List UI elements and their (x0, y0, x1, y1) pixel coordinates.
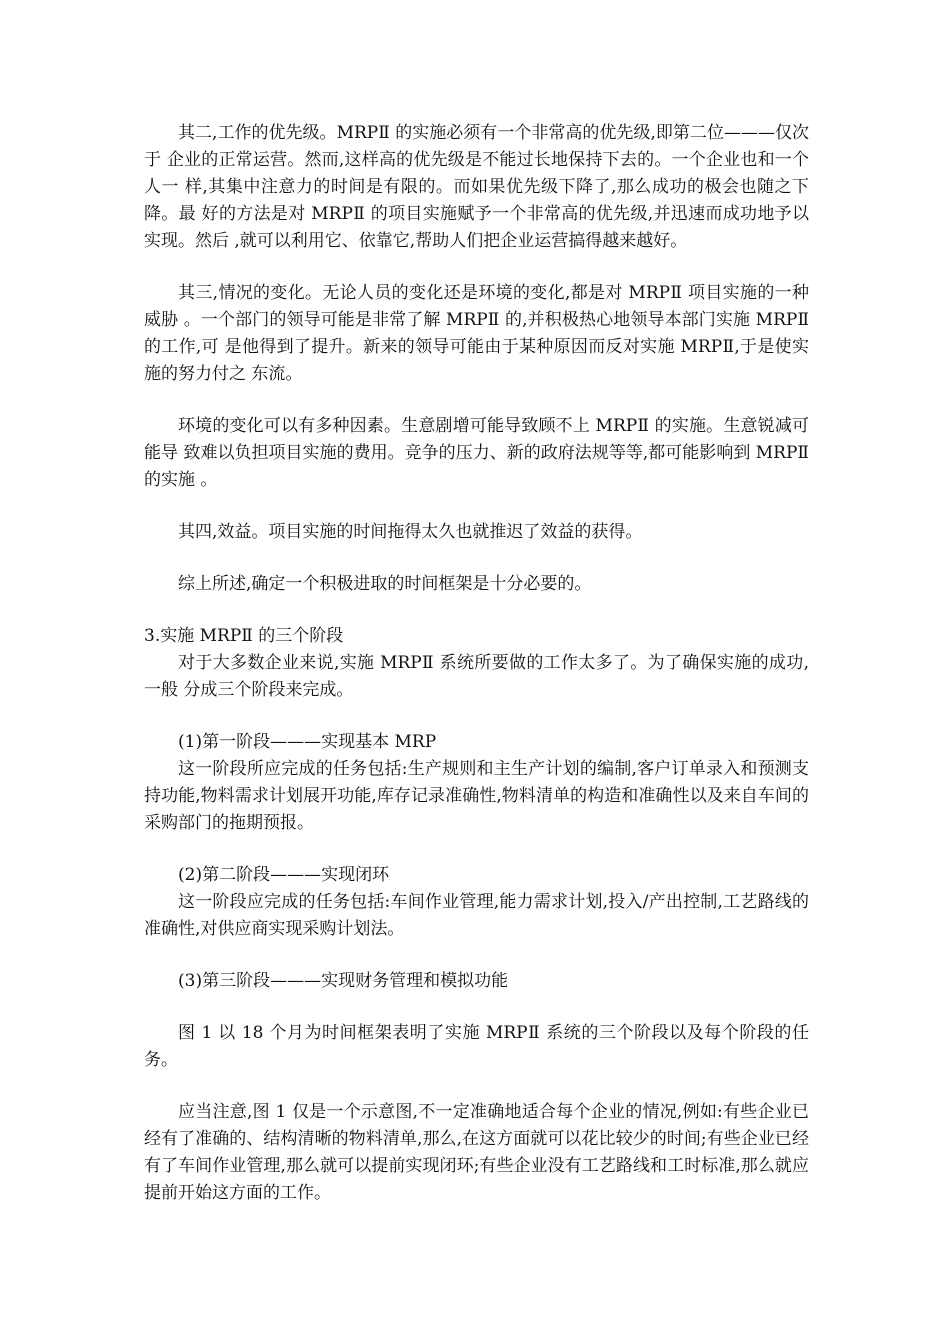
paragraph-benefit: 其四,效益。项目实施的时间拖得太久也就推迟了效益的获得。 (178, 522, 643, 542)
stage2-title: (2)第二阶段———实现闭环 (178, 865, 390, 885)
paragraph-three-stages: 对于大多数企业来说,实施 MRPⅡ 系统所要做的工作太多了。为了确保实施的成功,一般 分成三个阶段来完成。 (144, 653, 809, 700)
stage3-title: (3)第三阶段———实现财务管理和模拟功能 (178, 971, 509, 991)
stage2-body: 这一阶段应完成的任务包括:车间作业管理,能力需求计划,投入/产出控制,工艺路线的 准确性,对供应商实现采购计划法。 (144, 892, 809, 939)
paragraph-environment: 环境的变化可以有多种因素。生意剧增可能导致顾不上 MRPⅡ 的实施。生意锐减可能导 致难以负担项目实施的费用。竞争的压力、新的政府法规等等,都可能影响到 MRPⅡ 的实施 。 (144, 416, 809, 490)
document-body (144, 120, 809, 1232)
paragraph-changes: 其三,情况的变化。无论人员的变化还是环境的变化,都是对 MRPⅡ 项目实施的一种威胁 。一个部门的领导可能是非常了解 MRPⅡ 的,并积极热心地领导本部门实施 MRPⅡ 的工作,可 是他得到了提升。新来的领导可能由于某种原因而反对实施 MRPⅡ,于是使实施的努力付之 东流。 (144, 283, 809, 384)
stage1-title: (1)第一阶段———实现基本 MRP (178, 732, 437, 752)
paragraph-note: 应当注意,图 1 仅是一个示意图,不一定准确地适合每个企业的情况,例如:有些企业已 经有了准确的、结构清晰的物料清单,那么,在这方面就可以花比较少的时间;有些企业已经 有了车间作业管理,那么就可以提前实现闭环;有些企业没有工艺路线和工时标准,那么就应 提前开始这方面的工作。 (144, 1102, 809, 1203)
stage1-body: 这一阶段所应完成的任务包括:生产规则和主生产计划的编制,客户订单录入和预测支 持功能,物料需求计划展开功能,库存记录准确性,物料清单的构造和准确性以及来自车间的 采购部门的拖期预报。 (144, 759, 809, 833)
paragraph-priority: 其二,工作的优先级。MRPⅡ 的实施必须有一个非常高的优先级,即第二位———仅次于 企业的正常运营。然而,这样高的优先级是不能过长地保持下去的。一个企业也和一个人一 样,其集中注意力的时间是有限的。而如果优先级下降了,那么成功的极会也随之下降。最 好的方法是对 MRPⅡ 的项目实施赋予一个非常高的优先级,并迅速而成功地予以实现。然后 ,就可以利用它、依靠它,帮助人们把企业运营搞得越来越好。 (144, 123, 809, 251)
paragraph-figure: 图 1 以 18 个月为时间框架表明了实施 MRPⅡ 系统的三个阶段以及每个阶段的任务。 (144, 1023, 809, 1070)
paragraph-summary: 综上所述,确定一个积极进取的时间框架是十分必要的。 (178, 574, 592, 594)
section-heading: 3.实施 MRPⅡ 的三个阶段 (144, 626, 344, 646)
